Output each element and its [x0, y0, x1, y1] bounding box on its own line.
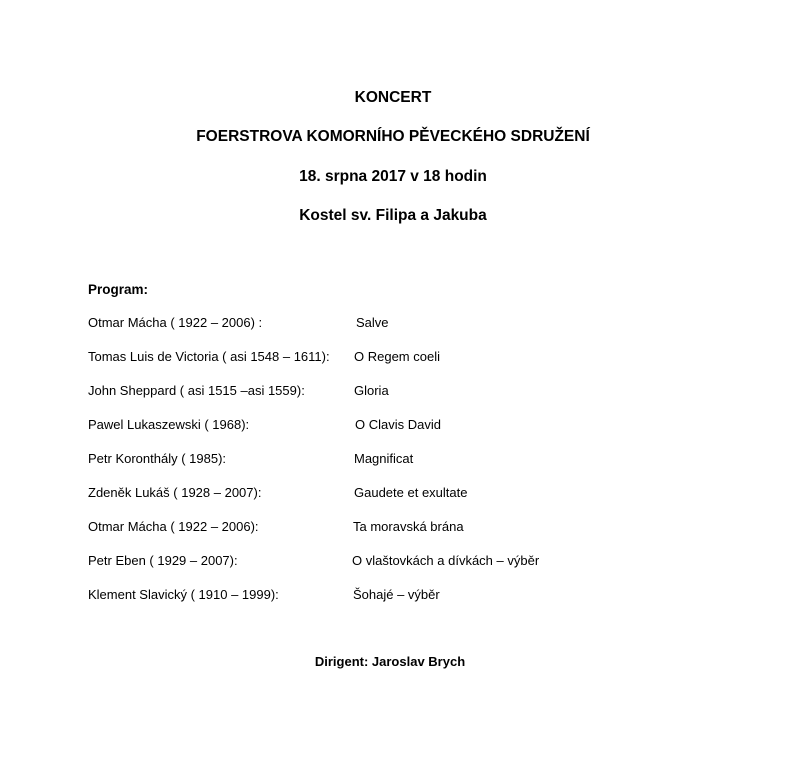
program-item: [0, 552, 786, 570]
composer-name: Petr Koronthály ( 1985):: [88, 451, 227, 466]
program-item: [0, 484, 786, 502]
piece-title: Ta moravská brána: [353, 519, 464, 534]
piece-title: Šohajé – výběr: [353, 587, 440, 602]
composer-name: Pawel Lukaszewski ( 1968):: [88, 417, 250, 432]
piece-title: O Clavis David: [355, 417, 441, 432]
program-item: [0, 586, 786, 604]
choir-name: FOERSTROVA KOMORNÍHO PĚVECKÉHO SDRUŽENÍ: [196, 128, 590, 145]
piece-title: O vlaštovkách a dívkách – výběr: [352, 553, 540, 568]
composer-name: Petr Eben ( 1929 – 2007):: [88, 553, 238, 568]
concert-title: KONCERT: [354, 89, 432, 106]
composer-name: Zdeněk Lukáš ( 1928 – 2007):: [88, 485, 262, 500]
composer-name: John Sheppard ( asi 1515 –asi 1559):: [88, 383, 305, 398]
program-item: [0, 450, 786, 468]
piece-title: Salve: [356, 315, 389, 330]
composer-name: Tomas Luis de Victoria ( asi 1548 – 1611):: [88, 349, 330, 364]
program-item: [0, 416, 786, 434]
program-item: [0, 518, 786, 536]
composer-name: Otmar Mácha ( 1922 – 2006):: [88, 519, 259, 534]
program-item: [0, 314, 786, 332]
composer-name: Klement Slavický ( 1910 – 1999):: [88, 587, 279, 602]
piece-title: Magnificat: [354, 451, 414, 466]
piece-title: Gaudete et exultate: [354, 485, 468, 500]
conductor-credit: Dirigent: Jaroslav Brych: [314, 654, 466, 669]
program-label: Program:: [88, 282, 149, 297]
program-item: [0, 382, 786, 400]
concert-date: 18. srpna 2017 v 18 hodin: [299, 168, 487, 185]
concert-venue: Kostel sv. Filipa a Jakuba: [299, 207, 487, 224]
piece-title: Gloria: [354, 383, 389, 398]
composer-name: Otmar Mácha ( 1922 – 2006) :: [88, 315, 263, 330]
program-item: [0, 348, 786, 366]
piece-title: O Regem coeli: [354, 349, 440, 364]
